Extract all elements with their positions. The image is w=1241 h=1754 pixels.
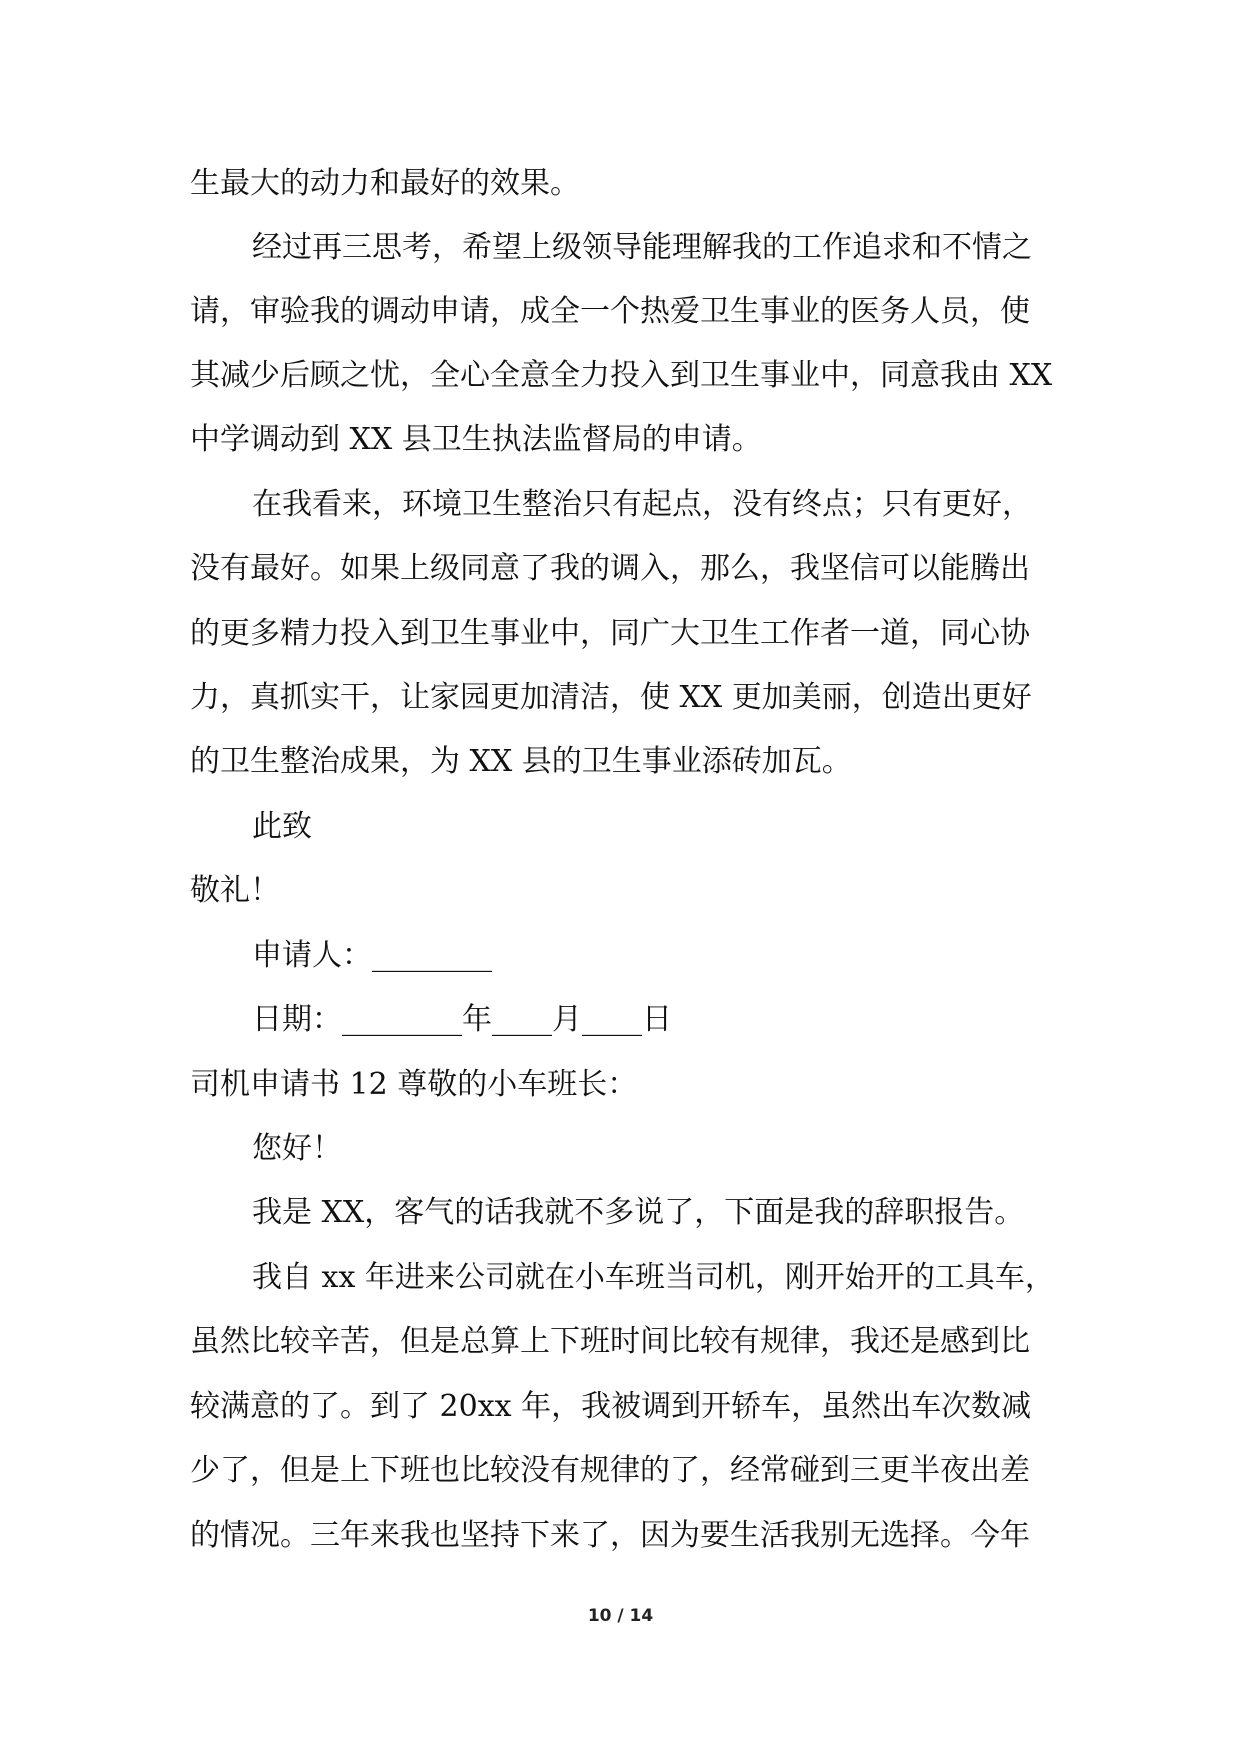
text-line: 中学调动到 XX 县卫生执法监督局的申请。 — [190, 422, 762, 457]
text-line: 我是 XX，客气的话我就不多说了，下面是我的辞职报告。 — [252, 1195, 1025, 1230]
text-line: 较满意的了。到了 20xx 年，我被调到开轿车，虽然出车次数减 — [190, 1389, 1032, 1424]
text-line: 的情况。三年来我也坚持下来了，因为要生活我别无选择。今年 — [190, 1518, 1030, 1553]
closing-salutation: 此致 — [252, 809, 312, 844]
text-line: 力，真抓实干，让家园更加清洁，使 XX 更加美丽，创造出更好 — [190, 680, 1032, 715]
closing-regards: 敬礼！ — [190, 873, 280, 908]
applicant-signature-line: 申请人：________ — [252, 938, 492, 973]
text-line: 的更多精力投入到卫生事业中，同广大卫生工作者一道，同心协 — [190, 616, 1030, 651]
text-line: 的卫生整治成果，为 XX 县的卫生事业添砖加瓦。 — [190, 744, 852, 779]
text-line: 经过再三思考，希望上级领导能理解我的工作追求和不情之 — [252, 230, 1032, 265]
section-heading: 司机申请书 12 尊敬的小车班长： — [190, 1067, 638, 1102]
page-number: 10 / 14 — [587, 1606, 654, 1626]
text-line: 生最大的动力和最好的效果。 — [190, 166, 580, 201]
greeting: 您好！ — [252, 1131, 342, 1166]
text-line: 我自 xx 年进来公司就在小车班当司机，刚开始开的工具车， — [252, 1260, 1055, 1295]
text-line: 没有最好。如果上级同意了我的调入，那么，我坚信可以能腾出 — [190, 551, 1030, 586]
date-line: 日期：________年____月____日 — [252, 1002, 672, 1037]
text-line: 虽然比较辛苦，但是总算上下班时间比较有规律，我还是感到比 — [190, 1324, 1030, 1359]
text-line: 在我看来，环境卫生整治只有起点，没有终点；只有更好， — [252, 487, 1032, 522]
text-line: 请，审验我的调动申请，成全一个热爱卫生事业的医务人员，使 — [190, 294, 1030, 329]
text-line: 其减少后顾之忧，全心全意全力投入到卫生事业中，同意我由 XX — [190, 358, 1053, 393]
text-line: 少了，但是上下班也比较没有规律的了，经常碰到三更半夜出差 — [190, 1453, 1030, 1488]
